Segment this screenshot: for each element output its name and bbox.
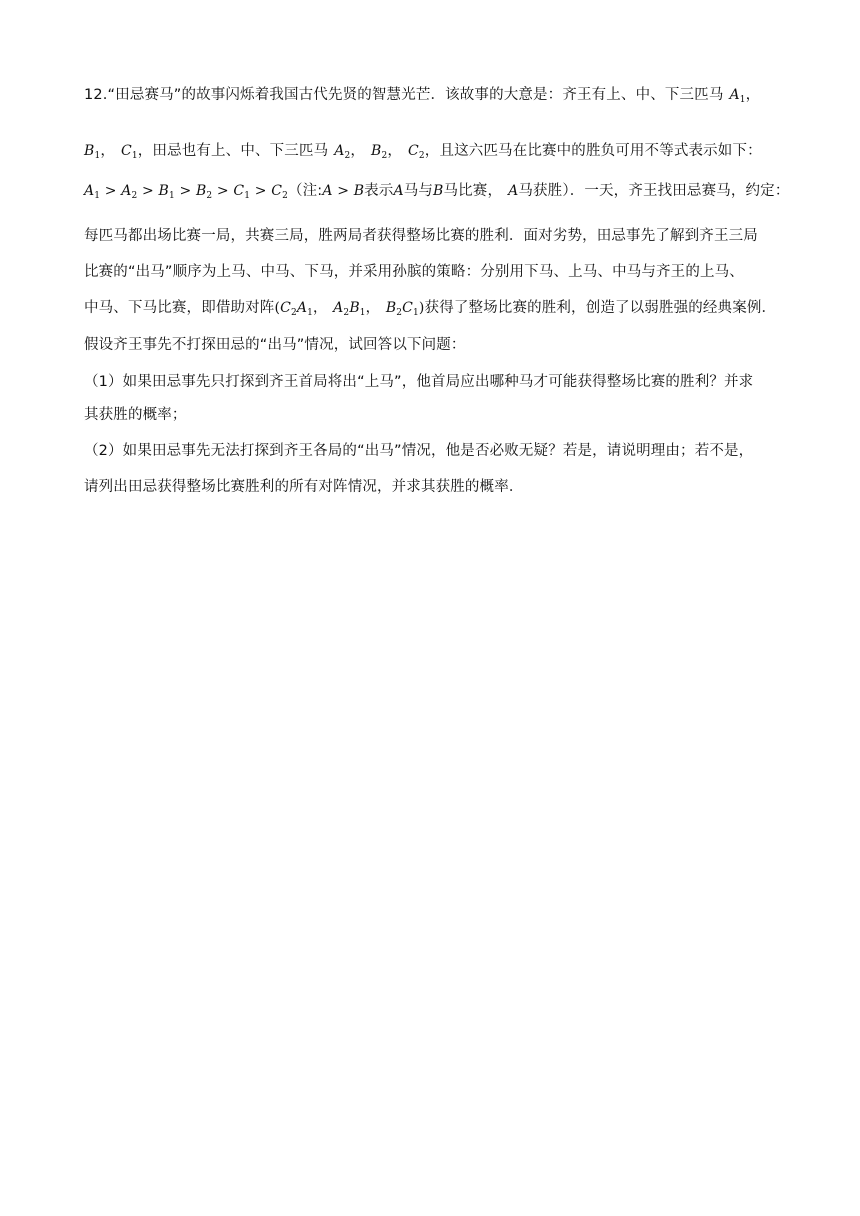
math-A2: $A_2$	[334, 143, 351, 161]
question-2-line-2: 请列出田忌获得整场比赛胜利的所有对阵情况，并求其获胜的概率．	[84, 479, 524, 495]
problem-line-5: 比赛的“出马”顺序为上马、中马、下马，并采用孙膑的策略：分别用下马、上马、中马与齐王的上马、	[84, 264, 744, 280]
question-2-line-1: （2）如果田忌事先无法打探到齐王各局的“出马”情况，他是否必败无疑？若是，请说明理由；若不是，	[84, 443, 754, 459]
math-B2: $B_2$	[371, 143, 388, 161]
inequality-chain: $A_1 > A_2 > B_1 > B_2 > C_1 > C_2$	[84, 183, 288, 201]
problem-number: 12.	[84, 87, 108, 103]
problem-line-7: 假设齐王事先不打探田忌的“出马”情况，试回答以下问题：	[84, 337, 466, 353]
math-B1: $B_1$	[84, 143, 101, 161]
problem-line-4: 每匹马都出场比赛一局，共赛三局，胜两局者获得整场比赛的胜利．面对劣势，田忌事先了解到齐王三局	[84, 228, 758, 244]
problem-line-1: 12.“田忌赛马”的故事闪烁着我国古代先贤的智慧光芒．该故事的大意是：齐王有上、中、下三匹马 $A_1$，	[84, 87, 761, 105]
matchups: ($C_2A_1$， $A_2B_1$， $B_2C_1$)	[274, 300, 425, 318]
question-1-line-1: （1）如果田忌事先只打探到齐王首局将出“上马”，他首局应出哪种马才可能获得整场比赛的胜利？并求	[84, 374, 754, 390]
problem-line-3: $A_1 > A_2 > B_1 > B_2 > C_1 > C_2$（注:A > B表示A马与B马比赛， A马获胜）．一天，齐王找田忌赛马，约定：	[84, 183, 790, 201]
question-1-line-2: 其获胜的概率；	[84, 407, 187, 423]
problem-line-2: $B_1$， $C_1$，田忌也有上、中、下三匹马 $A_2$， $B_2$， $C_2$，且这六匹马在比赛中的胜负可用不等式表示如下：	[84, 143, 762, 161]
math-C1: $C_1$	[121, 143, 138, 161]
problem-line-6: 中马、下马比赛，即借助对阵($C_2A_1$， $A_2B_1$， $B_2C_1$)获得了整场比赛的胜利，创造了以弱胜强的经典案例．	[84, 300, 777, 318]
math-C2: $C_2$	[408, 143, 425, 161]
math-A1: $A_1$	[729, 87, 746, 105]
